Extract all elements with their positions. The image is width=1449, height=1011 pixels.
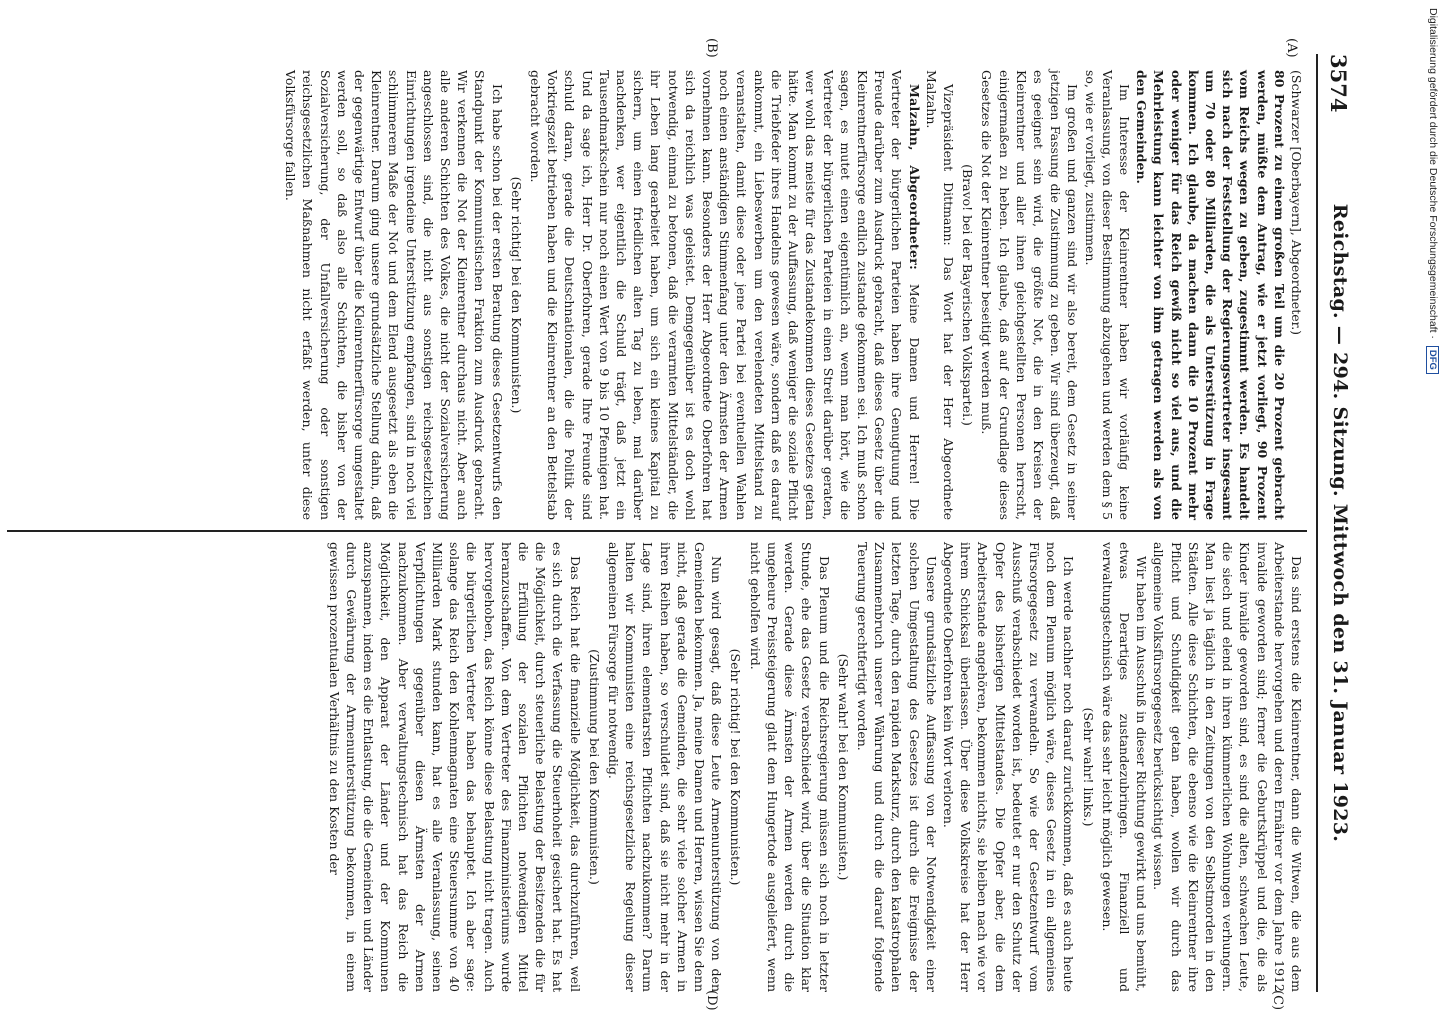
applause-note: (Sehr richtig! bei den Kommunisten.): [508, 176, 524, 414]
speaker-line: (Schwarzer [Oberbayern], Abgeordneter.): [1289, 70, 1304, 336]
paragraph: Unsere grundsätzliche Auffassung von der Notwendigkeit einer solchen Umgestaltung des Gesetzes ist durch die Ereignisse der letzten Tage, durch den rapiden Marksturz, durch den katastrophalen Zusammenbruch unserer Währung und durch die darauf folgende Teuerung gerechtfertigt worden.: [854, 542, 939, 992]
dfg-logo-badge: DFG: [1426, 346, 1439, 374]
page-header: [1309, 54, 1359, 992]
applause-note: (Sehr wahr! bei den Kommunisten.): [835, 653, 851, 881]
margin-marker-a: (A): [1284, 38, 1299, 58]
credit-text: Digitalisierung gefördert durch die Deutsche Forschungsgemeinschaft ·: [1427, 8, 1439, 339]
vice-president-line: Vizepräsident Dittmann: Das Wort hat der Herr Abgeordnete Malzahn.: [923, 70, 956, 520]
paragraph: Wir haben im Ausschuß in dieser Richtung gewirkt und uns bemüht, etwas Derartiges zustandezubringen. Finanziell und verwaltungstechnisch wäre das sehr leicht möglich gewesen.: [1099, 542, 1150, 992]
paragraph: Ich habe schon bei der ersten Beratung dieses Gesetzentwurfs den Standpunkt der Kommunistischen Fraktion zum Ausdruck gebracht. Wir verkennen die Not der Kleinrentner durchaus nicht. Aber auch alle anderen Schichten des Volkes, die nicht der Sozialversicherung angeschlossen sind, die nicht aus sonstigen reichsgesetzlichen Einrichtungen irgendeine Unterstützung empfangen, sind in noch viel schlimmerem Maße der Not und dem Elend ausgesetzt als eben die Kleinrentner. Darum ging unsere grundsätzliche Stellung dahin, daß der gegenwärtige Entwurf über die Kleinrentnerfürsorge umgestaltet werden soll, so daß also alle Schichten, die bisher von der Sozialversicherung, der Unfallversicherung oder sonstigen reichsgesetzlichen Maßnahmen nicht erfaßt werden, unter diese Volksfürsorge fallen.: [283, 70, 505, 520]
applause-note: (Sehr richtig! bei den Kommunisten.): [728, 648, 744, 886]
left-column: [5, 70, 1305, 520]
paragraph: 80 Prozent zu einem großen Teil um die 20 Prozent gebracht werden, müßte dem Antrag, wie er jetzt vorliegt, 90 Prozent vom Reichs wegen zu geben, zugestimmt werden. Es handelt sich nach der Feststellung der Regierungsvertreter insgesamt um 70 oder 80 Milliarden, die als Unterstützung in Frage kommen. Ich glaube, da machen dann die 10 Prozent mehr oder weniger für das Reich gewiß nicht so viel aus, und die Mehrleistung kann leichter von ihm getragen werden als von den Gemeinden.: [1134, 70, 1287, 520]
page-number: 3574: [1326, 54, 1351, 113]
applause-note: (Bravo! bei der Bayerischen Volkspartei.): [960, 164, 976, 426]
paragraph: Meine Damen und Herren! Die Vertreter der bürgerlichen Parteien haben ihre Genugtuung und Freude darüber zum Ausdruck gebracht, daß dieses Gesetz über die Kleinrentnerfürsorge endlich zustande gekommen sei. Ich muß schon sagen, es mutet einen eigentümlich an, wenn man hört, wie die Vertreter der bürgerlichen Parteien in einen Streit darüber geraten, wer wohl das meiste für das Zustandekommen dieses Gesetzes getan hätte. Man kommt zu der Auffassung, daß weniger die soziale Pflicht die Triebfeder ihres Handelns gewesen wäre, sondern daß es darauf ankommt, ein Liebeswerben um den verelendeten Mittelstand zu veranstalten, damit diese oder jene Partei bei eventuellen Wahlen noch einen anständigen Stimmenfang unter den Ärmsten der Armen vornehmen kann. Besonders der Herr Abgeordnete Oberfohren hat sich da reichlich was geleistet. Demgegenüber ist es doch wohl notwendig, einmal zu betonen, daß die verarmten Mittelständler, die ihr Leben lang gearbeitet haben, um sich ein kleines Kapital zu sichern, um einen friedlichen alten Tag zu leben, mal darüber nachdenken, wer eigentlich die Schuld trägt, daß jetzt ein Tausendmarkschein nur noch einen Wert von 9 bis 10 Pfennigen hat. Und da sage ich, Herr Dr. Oberfohren, gerade Ihre Freunde sind schuld daran, gerade die Deutschnationalen, die die Politik der Vorkriegszeit betrieben haben und die Kleinrentner an den Bettelstab gebracht worden.: [528, 70, 922, 520]
paragraph: Nun wird gesagt, daß diese Leute Armenunterstützung von den Gemeinden bekommen. Ja, meine Damen und Herren, wissen Sie denn nicht, daß gerade die Gemeinden, die sehr viele solcher Armen in ihren Reihen haben, so verschuldet sind, daß sie nicht mehr in der Lage sind, ihren elementarsten Pflichten nachzukommen? Darum halten wir Kommunisten eine reichsgesetzliche Regelung dieser allgemeinen Fürsorge für notwendig.: [606, 542, 725, 992]
page-title: Reichstag. — 294. Sitzung. Mittwoch den 31. Januar 1923.: [1329, 203, 1351, 843]
applause-note: (Zustimmung bei den Kommunisten.): [586, 649, 602, 885]
column-divider: [7, 530, 1307, 532]
paragraph: Im großen und ganzen sind wir also bereit, dem Gesetz in seiner jetzigen Fassung die Zustimmung zu geben. Wir sind überzeugt, daß es geeignet sein wird, die größte Not, die in den Kreisen der Kleinrentner und aller ihnen gleichgestellten Personen herrscht, einigermaßen zu heben. Ich glaube, daß auf der Grundlage dieses Gesetzes die Not der Kleinrentner beseitigt werden muß.: [979, 70, 1081, 520]
paragraph: Ich werde nachher noch darauf zurückkommen, daß es auch heute noch dem Plenum möglich wäre, dieses Gesetz in ein allgemeines Fürsorgegesetz zu verwandeln. So wie der Gesetzentwurf vom Ausschuß verabschiedet worden ist, bedeutet er nur den Schutz der Opfer des bisherigen Mittelstandes. Die Opfer aber, die dem Arbeiterstande angehören, bekommen nichts, sie bleiben nach wie vor ihrem Schicksal überlassen. Über diese Volkskreise hat der Herr Abgeordnete Oberfohren kein Wort verloren.: [940, 542, 1077, 992]
paragraph: Das Reich hat die finanzielle Möglichkeit, das durchzuführen, weil es sich durch die Verfassung die Steuerhoheit gesichert hat. Es hat die Möglichkeit, durch steuerliche Belastung der Besitzenden die für die Erfüllung der sozialen Pflichten notwendigen Mittel heranzuschaffen. Von dem Vertreter des Finanzministeriums wurde hervorgehoben, das Reich könne diese Belastung nicht tragen. Auch die bürgerlichen Vertreter haben das behauptet. Ich aber sage: solange das Reich den Kohlenmagnaten eine Steuersumme von 40 Milliarden Mark stunden kann, hat es alle Veranlassung, seinen Verpflichtungen gegenüber diesen Ärmsten der Armen nachzukommen. Aber verwaltungstechnisch hat das Reich die Möglichkeit, den Apparat der Länder und der Kommunen anzuspannen, indem es die Entlastung, die die Gemeinden und Länder durch Gewährung der Armenunterstützung bekommen, in einem gewissen prozentualen Verhältnis zu den Kosten der: [326, 542, 583, 992]
header-rule: [1316, 54, 1318, 992]
margin-marker-c: (C): [1270, 990, 1285, 1011]
digitization-credit: [1419, 8, 1449, 988]
margin-marker-b: (B): [704, 38, 719, 58]
applause-note: (Sehr wahr! links.): [1080, 707, 1096, 827]
paragraph: Das Plenum und die Reichsregierung müssen sich noch in letzter Stunde, ehe das Gesetz verabschiedet wird, über die Situation klar werden. Gerade diese Ärmsten der Armen werden durch die ungeheure Preissteigerung glatt dem Hungertode ausgeliefert, wenn nicht geholfen wird.: [747, 542, 832, 992]
paragraph: Das sind erstens die Kleinrentner, dann die Witwen, die aus dem Arbeiterstande hervorgehen und deren Ernährer vor dem Jahre 1912 invalide geworden sind; ferner die Geburtskrüppel und die, die als Kinder invalide geworden sind, es sind die alten, schwachen Leute, die siech und elend in ihren kümmerlichen Wohnungen verhungern. Man liest ja täglich in den Zeitungen von den Selbstmorden in den Städten. Alle diese Schichten, die ebenso wie die Kleinrentner ihre Pflicht und Schuldigkeit getan haben, wollen wir durch das allgemeine Volksfürsorgegesetz berücksichtigt wissen.: [1151, 542, 1304, 992]
right-column: [5, 542, 1305, 992]
speaker-name: Malzahn, Abgeordneter:: [906, 84, 922, 271]
paragraph: Im Interesse der Kleinrentner haben wir vorläufig keine Veranlassung, von dieser Bestimmung abzugehen und werden dem § 5 so, wie er vorliegt, zustimmen.: [1082, 70, 1132, 520]
margin-marker-d: (D): [704, 990, 719, 1011]
